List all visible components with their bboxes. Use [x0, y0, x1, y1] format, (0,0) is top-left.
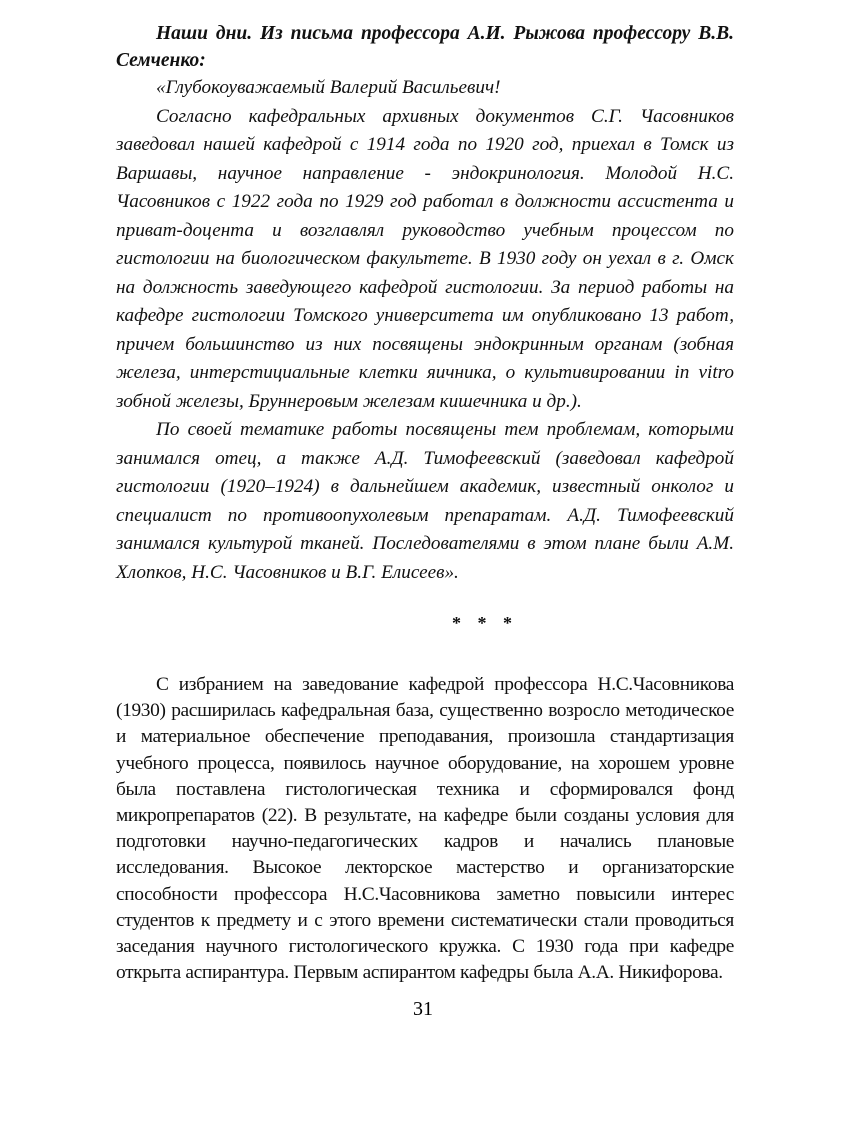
document-page — [116, 20, 734, 986]
section-separator: * * * — [452, 613, 518, 633]
body-paragraph: С избранием на заведование кафедрой профессора Н.С.Часовникова (1930) расширилась кафедральная база, существенно возросло методическое и материальное обеспечение преподавания, произошла стандартизация учебного процесса, появилось научное оборудование, на хорошем уровне была поставлена гистологическая техника и сформировался фонд микропрепаратов (22). В результате, на кафедре были созданы условия для подготовки научно-педагогических кадров и начались плановые исследования. Высокое лекторское мастерство и организаторские способности профессора Н.С.Часовникова заметно повысили интерес студентов к предмету и с этого времени систематически стали проводиться заседания научного гистологического кружка. С 1930 года при кафедре открыта аспирантура. Первым аспирантом кафедры была А.А. Никифорова. — [116, 674, 734, 984]
letter-quote — [116, 74, 734, 587]
body-text — [116, 672, 734, 986]
letter-paragraph: По своей тематике работы посвящены тем проблемам, которыми занимался отец, а также А.Д. Тимофеевский (заведовал кафедрой гистологии (1920–1924) в дальнейшем академик, известный онколог и специалист по противоопухолевым препаратам. А.Д. Тимофеевский занимался культурой тканей. Последователями в этом плане были А.М. Хлопков, Н.С. Часовников и В.Г. Елисеев». — [116, 419, 734, 583]
page-number: 31 — [413, 998, 433, 1020]
letter-salutation: «Глубокоуважаемый Валерий Васильевич! — [156, 77, 501, 98]
section-heading: Наши дни. Из письма профессора А.И. Рыжова профессору В.В. Семченко: — [116, 23, 734, 71]
letter-paragraph: Согласно кафедральных архивных документов С.Г. Часовников заведовал нашей кафедрой с 1914 года по 1920 год, приехал в Томск из Варшавы, научное направление - эндокринология. Молодой Н.С. Часовников с 1922 года по 1929 год работал в должности ассистента и приват-доцента и возглавлял руководство учебным процессом по гистологии на биологическом факультете. В 1930 году он уехал в г. Омск на должность заведующего кафедрой гистологии. За период работы на кафедре гистологии Томского университета им опубликовано 13 работ, причем большинство из них посвящены эндокринным органам (зобная железа, интерстициальные клетки яичника, о культивировании in vitro зобной железы, Бруннеровым железам кишечника и др.). — [116, 105, 734, 412]
